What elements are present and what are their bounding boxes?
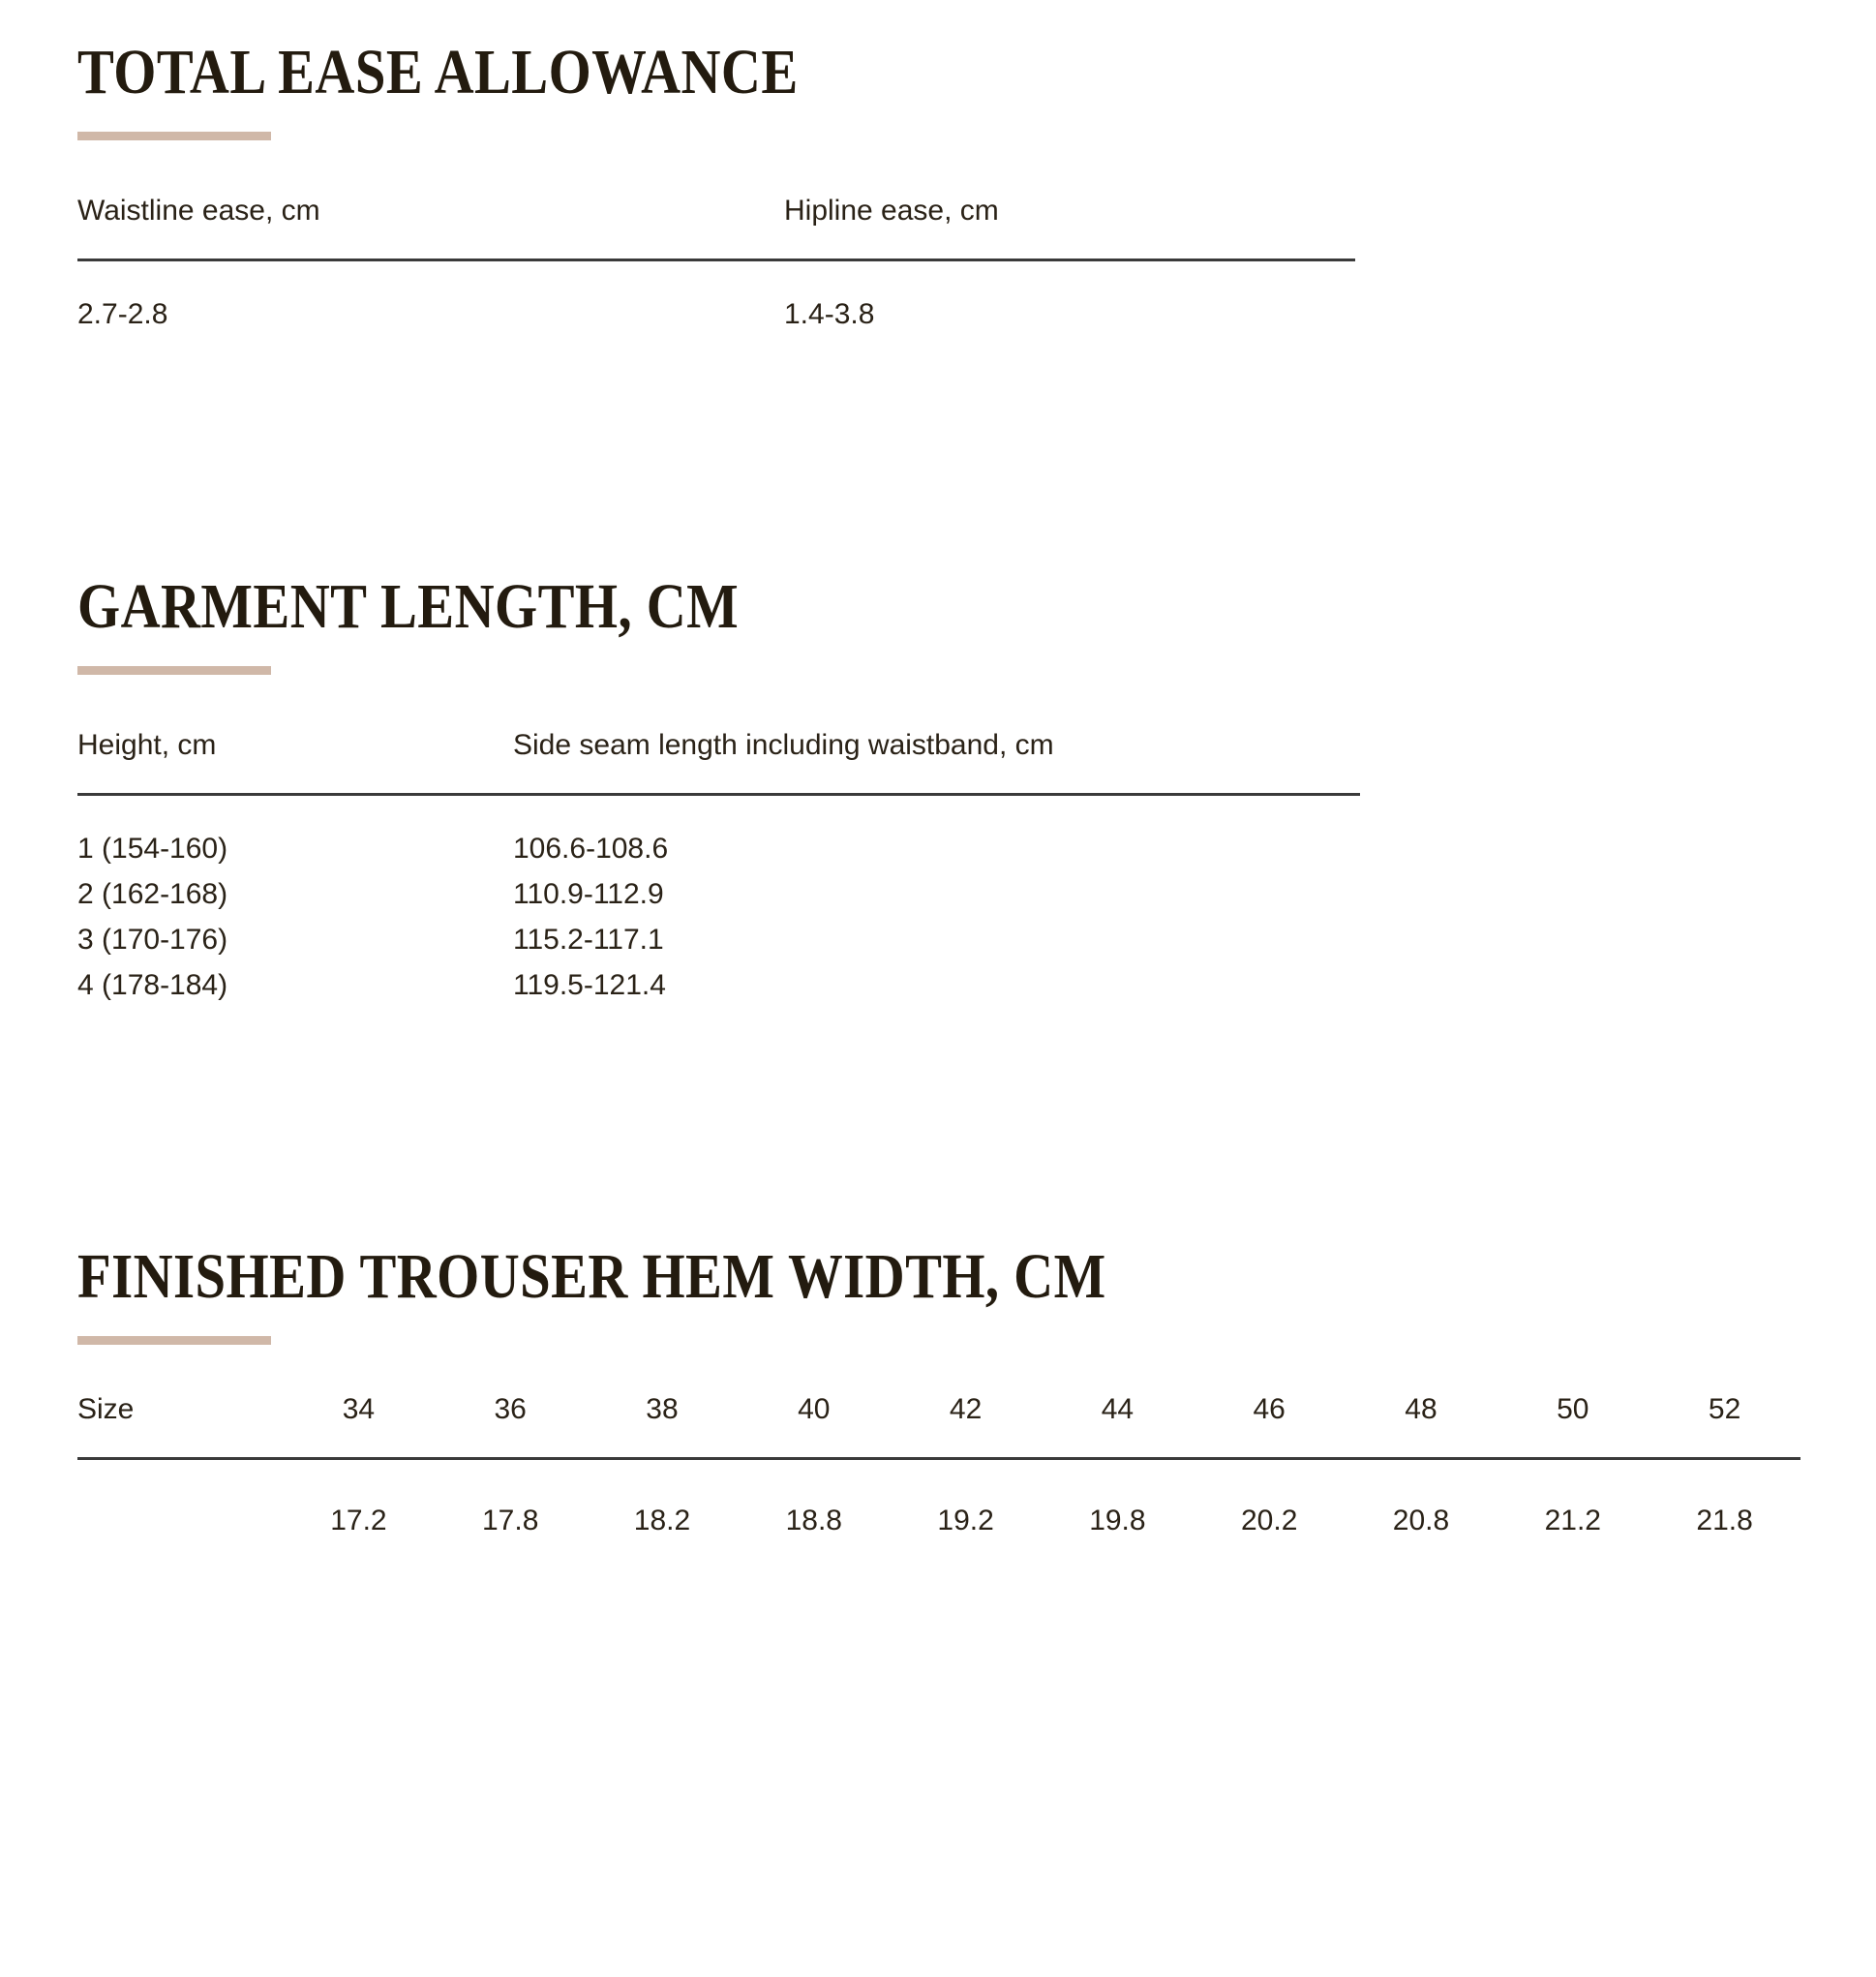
column-header-size-48: 48 (1405, 1393, 1437, 1425)
cell-height: 2 (162-168) (77, 878, 228, 910)
cell-height: 1 (154-160) (77, 833, 228, 865)
table-header-row (77, 1395, 1800, 1459)
table-row (77, 971, 1360, 1017)
table-finished-trouser-hem-width (77, 1395, 1800, 1549)
table-total-ease-allowance (77, 197, 1355, 343)
cell-side-seam-length: 115.2-117.1 (513, 924, 664, 956)
column-header-side-seam-length: Side seam length including waistband, cm (513, 729, 1054, 761)
section-title-total-ease-allowance: TOTAL EASE ALLOWANCE (77, 37, 799, 107)
table-garment-length (77, 731, 1360, 1017)
column-header-size-46: 46 (1253, 1393, 1286, 1425)
cell-hem-width-50: 21.2 (1544, 1505, 1601, 1536)
cell-hem-width-46: 20.2 (1240, 1505, 1298, 1536)
column-header-size: Size (77, 1393, 135, 1425)
cell-hipline-ease-value: 1.4-3.8 (784, 298, 875, 330)
column-header-hipline-ease: Hipline ease, cm (784, 195, 999, 227)
column-header-waistline-ease: Waistline ease, cm (77, 195, 320, 227)
accent-bar (77, 1336, 271, 1345)
column-header-size-42: 42 (949, 1393, 983, 1425)
table-row (77, 795, 1360, 881)
column-header-size-40: 40 (798, 1393, 831, 1425)
cell-hem-width-40: 18.8 (785, 1505, 842, 1536)
column-header-size-34: 34 (342, 1393, 376, 1425)
table-row (77, 1459, 1800, 1550)
cell-hem-width-36: 17.8 (482, 1505, 539, 1536)
table-row (77, 926, 1360, 971)
cell-height: 3 (170-176) (77, 924, 228, 956)
cell-row-label (77, 1459, 283, 1550)
cell-hem-width-52: 21.8 (1696, 1505, 1753, 1536)
section-finished-trouser-hem-width (77, 1241, 1799, 1549)
column-header-size-52: 52 (1708, 1393, 1741, 1425)
cell-side-seam-length: 110.9-112.9 (513, 878, 664, 910)
table-row (77, 880, 1360, 926)
cell-hem-width-44: 19.8 (1089, 1505, 1146, 1536)
cell-hem-width-34: 17.2 (330, 1505, 387, 1536)
section-garment-length (77, 571, 1799, 1017)
section-title-finished-trouser-hem-width: FINISHED TROUSER HEM WIDTH, CM (77, 1241, 1106, 1312)
table-header-row (77, 731, 1360, 795)
column-header-size-50: 50 (1557, 1393, 1589, 1425)
column-header-size-38: 38 (646, 1393, 679, 1425)
table-header-row (77, 197, 1355, 260)
accent-bar (77, 132, 271, 140)
column-header-size-36: 36 (494, 1393, 527, 1425)
accent-bar (77, 666, 271, 675)
cell-height: 4 (178-184) (77, 969, 228, 1001)
column-header-size-44: 44 (1101, 1393, 1135, 1425)
cell-waistline-ease-value: 2.7-2.8 (77, 298, 168, 330)
cell-side-seam-length: 119.5-121.4 (513, 969, 666, 1001)
section-title-garment-length: GARMENT LENGTH, CM (77, 571, 740, 642)
table-row (77, 260, 1355, 344)
cell-side-seam-length: 106.6-108.6 (513, 833, 669, 865)
cell-hem-width-42: 19.2 (937, 1505, 994, 1536)
column-header-height: Height, cm (77, 729, 217, 761)
cell-hem-width-48: 20.8 (1392, 1505, 1450, 1536)
section-total-ease-allowance (77, 37, 1799, 343)
cell-hem-width-38: 18.2 (633, 1505, 691, 1536)
